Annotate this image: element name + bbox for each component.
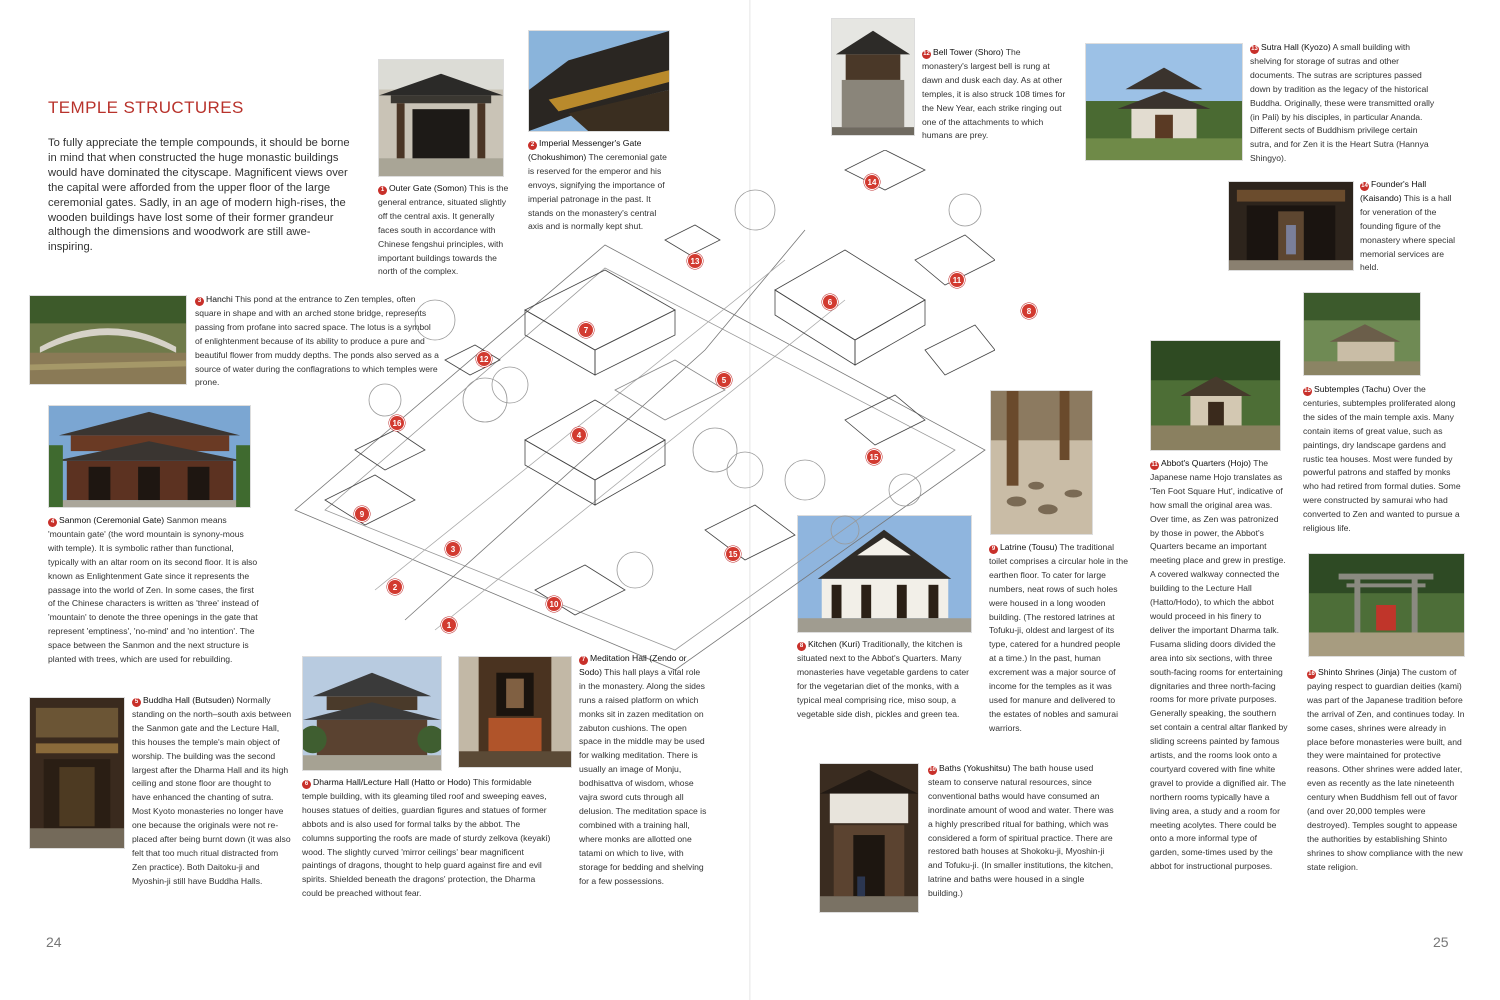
intro-paragraph: To fully appreciate the temple compounds, it should be borne in mind that when constructed the huge monastic buildings would have dominated the cityscape. Magnificent views over the capital were afforded from the upper floor of the large ceremonial gates. Sadly, in an age of modern high-rises, the wooden buildings have lost some of their former grandeur although the dimensions and woodwork are still awe-inspiring. [48,137,350,254]
dharma-hall-photo [302,656,442,771]
imperial-gate-photo [528,30,670,132]
abbots-quarters-photo [1150,340,1281,451]
marker-16: 16 [389,415,405,431]
marker-8: 8 [1021,303,1037,319]
marker-12: 12 [476,351,492,367]
founders-hall-photo [1228,181,1354,271]
caption-outer-gate: 1 Outer Gate (Somon) This is the general entrance, situated slightly off the central axis. It generally faces south in accordance with Chinese fengshui principles, with important buildings towards the north of the complex. [378,183,509,277]
sanmon-gate-photo [48,405,251,508]
caption-latrine: 9 Latrine (Tousu) The traditional toilet comprises a circular hole in the earthen floor. To cater for large numbers, neat rows of such holes were housed in a long wooden building. (The restored latrines at Tofuku-ji, oldest and largest of its type, catered for a hundred people at a time.) In the past, human excrement was a major source of income for the temples as it was used for manure and delivered to the estates of nobles and samurai warriors. [989,542,1128,733]
page-number-right: 25 [1433,934,1449,950]
latrine-photo [990,390,1093,535]
meditation-hall-photo [458,656,572,768]
marker-15b: 15 [725,546,741,562]
marker-13: 13 [687,253,703,269]
caption-meditation-hall: 7 Meditation Hall (Zendo or Sodo) This hall plays a vital role in the monastery. Along the sides runs a raised platform on which monks sit in zazen meditation on zabuton cushions. The open space in the middle may be used for walking meditation. There is usually an image of Monju, bodhisattva of wisdom, whose vajra sword cuts through all delusion. The meditation space is combined with a training hall, where monks are allotted one tatami on which to live, with storage for bedding and shelving for a few possessions. [579,653,707,886]
marker-15a: 15 [866,449,882,465]
caption-dharma-hall: 6 Dharma Hall/Lecture Hall (Hatto or Hodo) This formidable temple building, with its gleaming tiled roof and sweeping eaves, houses statues of deities, guardian figures and statues of former abbots and is also used for formal talks by the abbot. The columns supporting the roofs are made of sturdy zelkova (keyaki) wood. The slightly curved 'mirror ceilings' bear magnificent paintings of dragons, thought to help guard against fire and evil spirits. Shielded beneath the dragons' protection, the Dharma could be preached without fear. [302,777,551,899]
caption-founders-hall: 14 Founder's Hall (Kaisando) This is a hall for veneration of the founding figure of the monastery where special memorial services are held. [1360,179,1456,273]
marker-1: 1 [441,617,457,633]
marker-6: 6 [822,294,838,310]
page-number-left: 24 [46,934,62,950]
marker-5: 5 [716,372,732,388]
caption-subtemples: 15 Subtemples (Tachu) Over the centuries, subtemples proliferated along the sides of the main temple axis. Many contain items of great value, such as paintings, dry landscape gardens and rustic tea houses. Most were funded by powerful patrons and staffed by monks who had retired from formal duties. Some were constructed by samurai who had converted to Zen and wanted to pursue a religious life. [1303,384,1461,534]
marker-10: 10 [546,596,562,612]
caption-abbots-quarters: 11 Abbot's Quarters (Hojo) The Japanese name Hojo translates as 'Ten Foot Square Hut', indicative of how small the original area was. Over time, as Zen was patronized by those in power, the Abbot's Quarters became an important meeting place and grew in prestige. A covered walkway connected the building to the Lecture Hall (Hatto/Hodo), to which the abbot would proceed in his finery to deliver the important Dharma talk. Fusama sliding doors divided the area into six sections, with three south-facing rooms for entertaining dignitaries and three north-facing rooms for more private purposes. Generally speaking, the southern set contain a central altar flanked by sliding screens painted by famous artists, and the rooms look onto a courtyard covered with fine white gravel to provide a dignified air. The northern rooms typically have a living area, a study and a room for meeting acolytes. There could be onto a more informal type of garden, some-times used by the abbot for instructional purposes. [1150,458,1288,872]
marker-9: 9 [354,506,370,522]
subtemples-photo [1303,292,1421,376]
marker-3: 3 [445,541,461,557]
caption-bell-tower: 12 Bell Tower (Shoro) The monastery's largest bell is rung at dawn and dusk each day. As at other temples, it is also struck 108 times for the New Year, each strike ringing out one of the attachments to which humans are prey. [922,47,1066,141]
caption-buddha-hall: 5 Buddha Hall (Butsuden) Normally standing on the north–south axis between the Sanmon gate and the Lecture Hall, this houses the temple's main object of worship. The building was the second largest after the Dharma Hall and its high ceiling and stone floor are thought to have enhanced the chanting of sutra. Most Kyoto monasteries no longer have one because the originals were not re-placed after being burnt down (it was also felt that too much ritual distracted from Zen practice). Both Daitoku-ji and Myoshin-ji still have Buddha Halls. [132,695,292,886]
bell-tower-photo [831,18,915,136]
marker-7: 7 [578,322,594,338]
sutra-hall-photo [1085,43,1243,161]
marker-4: 4 [571,427,587,443]
caption-hanchi: 3 Hanchi This pond at the entrance to Zen temples, often square in shape and with an arched stone bridge, represents passing from profane into sacred space. The lotus is a symbol of enlightenment because of its ability to produce a pure and beautiful flower from muddy depths. The ponds also served as a source of water during the conflagrations to which temples were prone. [195,294,439,388]
marker-11: 11 [949,272,965,288]
shinto-shrines-photo [1308,553,1465,657]
caption-imperial-gate: 2 Imperial Messenger's Gate (Chokushimon) The ceremonial gate is reserved for the emperor and his envoys, signifying the importance of imperial patronage in the past. It stands on the monastery's central axis and is normally kept shut. [528,138,667,232]
hanchi-pond-photo [29,295,187,385]
buddha-hall-photo [29,697,125,849]
section-heading: TEMPLE STRUCTURES [48,98,244,117]
caption-sutra-hall: 13 Sutra Hall (Kyozo) A small building with shelving for storage of sutras and other documents. The sutras are scriptures passed down by tradition as the legacy of the historical Buddha. Originally, these were transmitted orally (in Pali) by his disciples, in particular Ananda. Different sects of Buddhism privilege certain sutra, and for Zen it is the Heart Sutra (Hannya Shingyo). [1250,42,1435,164]
marker-14: 14 [864,174,880,190]
caption-baths: 10 Baths (Yokushitsu) The bath house used steam to conserve natural resources, since conventional baths would have consumed an inordinate amount of wood and water. There was a highly prescribed ritual for bathing, which was considered a form of spiritual practice. There are restored bath houses at Shokoku-ji, Myoshin-ji and Tofuku-ji. (In smaller institutions, the kitchen, latrine and baths were housed in a single building.) [928,763,1114,899]
baths-photo [819,763,919,913]
caption-shinto-shrines: 16 Shinto Shrines (Jinja) The custom of paying respect to guardian deities (kami) was part of the Japanese tradition before the arrival of Zen, and continues today. In some cases, shrines were already in place before monasteries were built, and they were maintained for protective reasons. Other shrines were added later, even as recently as the late nineteenth century when Buddhism fell out of favor (and over 20,000 temples were destroyed). Temples sought to appease the authorities by establishing Shinto shrines to show compliance with the new state religion. [1307,667,1465,872]
caption-kitchen: 8 Kitchen (Kuri) Traditionally, the kitchen is situated next to the Abbot's Quarters. Many monasteries have vegetable gardens to cater for the vegetarian diet of the monks, with a typical meal comprising rice, miso soup, a vegetable side dish, pickles and green tea. [797,639,969,719]
marker-2: 2 [387,579,403,595]
caption-sanmon: 4 Sanmon (Ceremonial Gate) Sanmon means 'mountain gate' (the word mountain is synony-mous with temple). It is symbolic rather than functional, typically with an altar room on its second floor. It is also known as Enlightenment Gate since it represents the passage into the world of Zen. In some cases, the first of the Chinese characters is written as 'three' instead of 'mountain' to denote the three openings in the gate that represent 'emptiness', 'no-mind' and 'no intention'. The space between the Sanmon and the next structure is planted with trees, which are used for rebuilding. [48,515,259,665]
